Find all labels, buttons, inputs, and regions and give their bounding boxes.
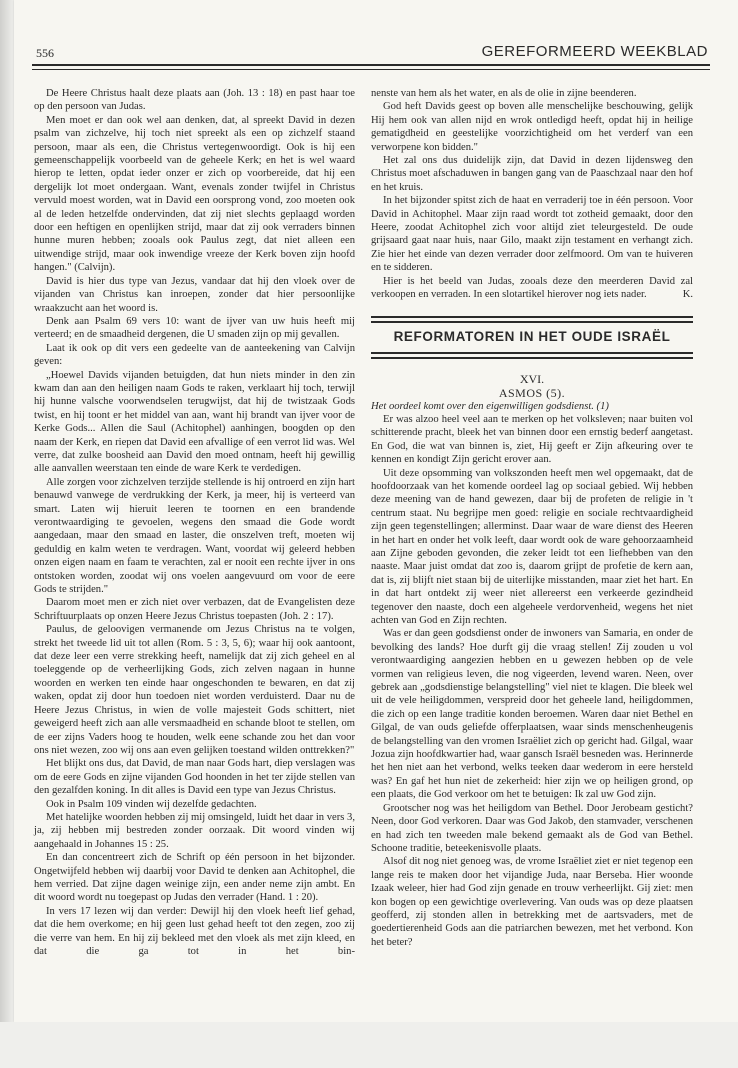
paragraph: Daarom moet men er zich niet over verbazen, dat de Evangelisten deze Schriftuurplaats op onzen Heere Jezus Christus toepasten (Joh. 2 : 17). [34, 597, 355, 622]
paragraph: Alsof dit nog niet genoeg was, de vrome Israëliet ziet er niet tegenop een lange reis te maken door het vijandige Juda, naar Berseba. Hier woonde Izaak weleer, hier had God zijn genade en trouw verheerlijkt. Gij ziet: men kon bogen op een gewichtige overlevering. Van ouds was op deze plaatsen geofferd, zij stonden allen in betrekking met de aartsvaders, met de goedertierenheid Gods aan die patriarchen bewezen, met het verbond. Kon het beter? [371, 856, 693, 948]
paragraph: God heft Davids geest op boven alle menschelijke beschouwing, gelijk Hij hem ook van allen nijd en wrok ontledigd heeft, opdat hij in heilige gematigdheid en geestelijke voorzichtigheid om het verderf van een verworpene kon bidden." [371, 101, 693, 153]
paragraph: De Heere Christus haalt deze plaats aan (Joh. 13 : 18) en past haar toe op den persoon van Judas. [34, 88, 355, 113]
quote-paragraph: „Hoewel Davids vijanden betuigden, dat hun niets minder in den zin kwam dan aan den heiligen naam Gods te raken, verklaart hij toch, terwijl hij hunne valsche voorwendselen terugwijst, dat hij de twistzaak Gods twist, en hij toont er het middel van aan, want hij brandt van ijver voor de Kerke Gods... Allen die Saul (Achitophel) aanhingen, boogden op den naam der Kerk, en riepen dat David een afvallige of een verrot lid was. Wel verre, dat zulke boosheid aan David den moed ontnam, heeft hij gewillig alle aanvallen weerstaan ten einde de ware Kerk te verdedigen. [34, 369, 355, 475]
paragraph: Met hatelijke woorden hebben zij mij omsingeld, luidt het daar in vers 3, ja, zij hebben mij bestreden zonder oorzaak. Dit woord vinden wij aangehaald in Johannes 15 : 25. [34, 811, 355, 850]
paragraph: Grootscher nog was het heiligdom van Bethel. Door Jerobeam gesticht? Neen, door God verkoren. Daar was God Jakob, den stamvader, verschenen en had zich ten tweeden male bekend gemaakt als de God van Bethel. Schoone traditie, beteekenisvolle plaats. [371, 802, 693, 854]
paragraph [371, 275, 693, 302]
paragraph: Men moet er dan ook wel aan denken, dat, al spreekt David in dezen psalm van zichzelve, hij toch niet spreekt als een op zichzelf staand persoon, maar als een, die Christus vertegenwoordigt. Ook is hij een gemeenschappelijk voorbeeld van de geheele Kerk; en het is wel waard hierop te letten, opdat ieder onzer er zich op voorbereide, dat hij een dergelijk lot moet ondergaan. Want, evenals zonder twijfel in Christus vervuld moest worden, wat in David een oorsprong vond, zoo moeten ook al de leden hetzelfde ondervinden, dat zij niet slechts geplaagd worden door een heftigen en openlijken strijd, maar dat zij ook verraders binnen hunne muren hebben; zooals ook Paulus zegt, dat niet alleen een uitwendige strijd, maar ook inwendige vreeze der Kerk boven zijn hoofd hangen." (Calvijn). [34, 114, 355, 274]
signature: K. [682, 289, 693, 301]
paragraph: Was er dan geen godsdienst onder de inwoners van Samaria, en onder de bevolking des lands? Hoe durft gij die vraag stellen! Zij zouden u vol verontwaardiging aangezien hebben en u gewezen hebben op de vele vormen van religieus leven, die nog vigeerden, levend waren. Neen, over gebrek aan „godsdienstige belangstelling" viel niet te klagen. Die bleek wel uit de vele heiligdommen, verspreid door het geheele land, heiligdommen, die zich op een lange traditie konden beroemen. Waren daar niet Bethel en Gilgal, de van ouds geliefde offerplaatsen, waar sinds menschenheugenis de belangstelling van den vromen Israëliet zich op gericht had. Gilgal, waar Jozua zijn hoofdkwartier had, waar gansch Israël besneden was. Herinnerde het hen niet aan het verbond, welks teeken daar wederom in eere hersteld was? En gaf het hun niet de zekerheid: hier zijn we op heiligen grond, op een plaats, die God verkoor om het te betuigen: Ik zal uw God zijn. [371, 628, 693, 801]
paragraph-continued: nenste van hem als het water, en als de olie in zijne beenderen. [371, 88, 637, 99]
section-rule-bottom [371, 352, 693, 354]
header-rule-thin [32, 69, 710, 70]
section-rule-top [371, 316, 693, 318]
paragraph: Ook in Psalm 109 vinden wij dezelfde gedachten. [46, 798, 257, 810]
paragraph: Uit deze opsomming van volkszonden heeft men wel opgemaakt, dat de hoofdoorzaak van het komende oordeel lag op sociaal gebied. Wij hebben deze meening van de hand gewezen, daar bij de profeten de religie in 't centrum staat. Nu begrijpe men goed: religie en sociale rechtvaardigheid zijn geen tegenstellingen; allerminst. Daar waar de ware dienst des Heeren in het hart en onder het volk leeft, daar wordt ook de ware gehoorzaamheid aan Zijne geboden gevonden, die zeker leidt tot een liefhebben van den naaste. Maar juist omdat dat zoo is, daarom grijpt de profetie de kern aan, dat is, zij blijft niet staan bij de uiterlijke misstanden, maar ziet het hart. En in dat hart ontdekt zij weer niet allereerst een verkeerde gezindheid tegenover den naaste, doch een algeheele verdorvenheid, wegens het niet achten van God en Zijn rechten. [371, 467, 693, 626]
section-header [371, 316, 693, 360]
article-number: XVI. [519, 371, 545, 386]
page-bottom-margin [0, 1022, 738, 1068]
right-column [371, 87, 693, 949]
paragraph: Het zal ons dus duidelijk zijn, dat David in dezen lijdensweg den Christus moet afschaduwen in bangen gang van de Paaschzaal naar den hof en het kruis. [371, 155, 693, 193]
section-rule-top-2 [371, 321, 693, 323]
paragraph: Het blijkt ons dus, dat David, de man naar Gods hart, diep verslagen was om de eere Gods en zijne vijanden God hoonden in het ter zijde stellen van den gezalfden koning. In dit alles is David een type van Jezus Christus. [34, 758, 355, 797]
paragraph: Laat ik ook op dit vers een gedeelte van de aanteekening van Calvijn geven: [34, 342, 355, 368]
closing-text: Hier is het beeld van Judas, zooals deze den meerderen David zal verkoopen en verraden. In een slotartikel hierover nog iets nader. [371, 275, 693, 301]
paragraph: En dan concentreert zich de Schrift op één persoon in het bijzonder. Ongetwijfeld hebben wij daarbij voor David te denken aan Achitophel, die hem verried. Dat zijne dagen weinige zijn, een ander neme zijn ambt. En dit woord wordt nu toegepast op Judas den verrader (Hand. 1 : 20). [34, 852, 355, 904]
paragraph: In het bijzonder spitst zich de haat en verraderij toe in één persoon. Voor David in Achitophel. Maar zijn raad wordt tot zotheid gemaakt, door den Heere, zoodat Achitophel zich voor altijd ziet teleurgesteld. De oude grijsaard gaat naar huis, naar Gilo, maakt zijn testament en verhangt zich. Zie hier het einde van dezen verrader door zelfmoord. Om van te huiveren en te sidderen. [371, 195, 693, 274]
paragraph: In vers 17 lezen wij dan verder: Dewijl hij den vloek heeft lief gehad, dat die hem overkome; en hij geen lust gehad heeft tot den zegen, zoo zij die verre van hem. En hij zij bekleed met den vloek als met zijn kleed, en dat die ga tot in het bin- [34, 905, 355, 957]
running-title: GEREFORMEERD WEEKBLAD [481, 43, 708, 60]
paragraph: David is hier dus type van Jezus, vandaar dat hij den vloek over de vijanden van Christus kan inroepen, zonder dat hier persoonlijke wraakzucht aan het woord is. [34, 275, 355, 314]
page-gutter-shadow [0, 0, 14, 1068]
page-number: 556 [36, 46, 54, 60]
paragraph: Paulus, de geloovigen vermanende om Jezus Christus na te volgen, strekt het tweede lid uit tot allen (Rom. 5 : 3, 5, 6); waar hij ook aantoont, dat deze leer een verre strekking heeft, namelijk dat zij zich geheel en al toeleggende op de verheerlijking Gods, zich zelven nagaan in hunne woorden en werken ten einde haar ongeschonden te bewaren, en dat zij waken, opdat zij door hun toedoen niet worden verduisterd. Daar nu de Heere Jezus Christus, in wien de volle majesteit Gods schittert, niet geweigerd heeft zich aan alle versmaadheid en schande bloot te stellen, om de eer zijns Vaders hoog te houden, welk eene schande zou het dan voor ons niet wezen, zoo wij ons aan even gelijken toestand wilden onttrekken?" [34, 624, 355, 756]
paragraph: Er was alzoo heel veel aan te merken op het volksleven; naar buiten vol schitterende pracht, bleek het van binnen door een ernstig bederf aangetast. En God, die wat van binnen is, ziet, Hij geeft er Zijn afkeuring over te kennen en kondigt Zijn gericht erover aan. [371, 413, 693, 466]
article-lead: Het oordeel komt over den eigenwilligen godsdienst. (1) [371, 400, 609, 412]
article-subtitle: ASMOS (5). [498, 385, 566, 400]
left-column [34, 87, 355, 958]
section-rule-bottom-2 [371, 357, 693, 359]
header-rule-thick [32, 64, 710, 66]
quote-paragraph: Alle zorgen voor zichzelven terzijde stellende is hij ontroerd en zijn hart benauwd vanwege de verdrukking der Kerk, ja meer, hij is verteerd van smart. Laten wij hieruit leeren te toornen en een brandende verontwaardiging te gevoelen, wegens den smaad die Gode wordt aangedaan, maar den smaad en laster, die onszelven treft, moeten wij geduldig en kalm weten te verdragen. Want, voordat wij geleerd hebben onzen eigen naam en faam te verachten, zal er nooit een rechte ijver in ons ontstoken worden, zoodat wij ons voelen aangevuurd om voor de eere Gods te strijden." [34, 476, 355, 596]
paragraph: Denk aan Psalm 69 vers 10: want de ijver van uw huis heeft mij verteerd; en de smaadheid dergenen, die U smaden zijn op mij gevallen. [34, 315, 355, 341]
section-title: REFORMATOREN IN HET OUDE ISRAËL [371, 330, 693, 343]
